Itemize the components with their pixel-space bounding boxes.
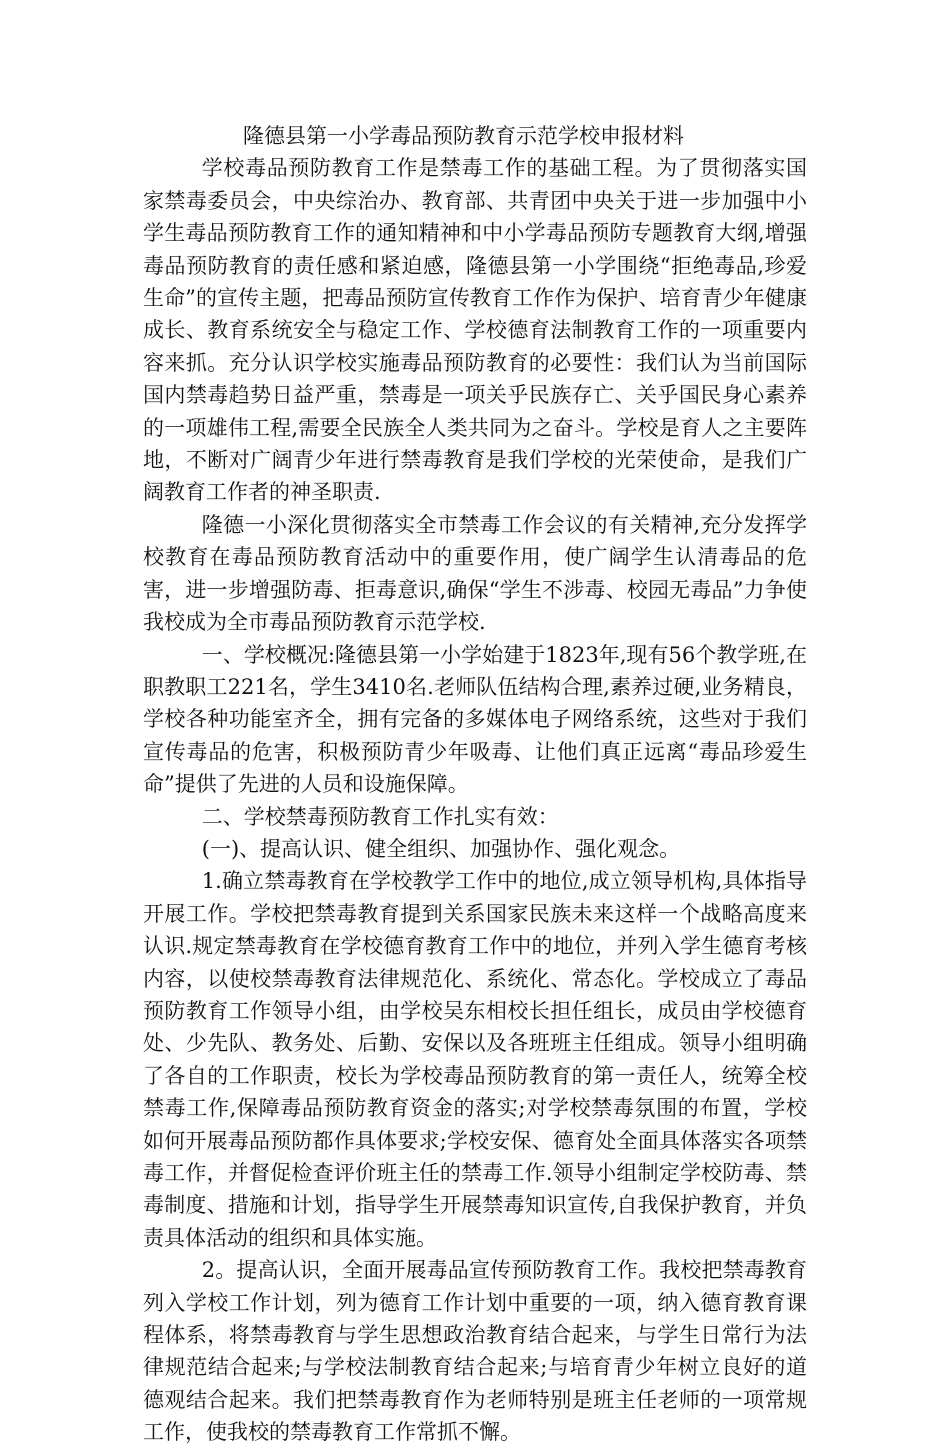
paragraph-implementation: 隆德一小深化贯彻落实全市禁毒工作会议的有关精神,充分发挥学校教育在毒品预防教育活动中的重要作用，使广阔学生认清毒品的危害，进一步增强防毒、拒毒意识,确保“学生不涉毒、校园无毒品”力争使我校成为全市毒品预防教育示范学校. [143, 512, 807, 635]
paragraph-item-2: 2。提高认识，全面开展毒品宣传预防教育工作。我校把禁毒教育列入学校工作计划，列为德育工作计划中重要的一项，纳入德育教育课程体系，将禁毒教育与学生思想政治教育结合起来，与学生日常行为法律规范结合起来;与学校法制教育结合起来;与培育青少年树立良好的道德观结合起来。我们把禁毒教育作为老师特别是班主任老师的一项常规工作，使我校的禁毒教育工作常抓不懈。 [143, 1258, 807, 1445]
paragraph-intro: 学校毒品预防教育工作是禁毒工作的基础工程。为了贯彻落实国家禁毒委员会，中央综治办、教育部、共青团中央关于进一步加强中小学生毒品预防教育工作的通知精神和中小学毒品预防专题教育大纲,增强毒品预防教育的责任感和紧迫感，隆德县第一小学围绕“拒绝毒品,珍爱生命”的宣传主题，把毒品预防宣传教育工作作为保护、培育青少年健康成长、教育系统安全与稳定工作、学校德育法制教育工作的一项重要内容来抓。充分认识学校实施毒品预防教育的必要性：我们认为当前国际国内禁毒趋势日益严重，禁毒是一项关乎民族存亡、关乎国民身心素养的一项雄伟工程,需要全民族全人类共同为之奋斗。学校是育人之主要阵地，不断对广阔青少年进行禁毒教育是我们学校的光荣使命，是我们广阔教育工作者的神圣职责. [143, 156, 807, 505]
paragraph-item-1: 1.确立禁毒教育在学校教学工作中的地位,成立领导机构,具体指导开展工作。学校把禁毒教育提到关系国家民族未来这样一个战略高度来认识.规定禁毒教育在学校德育教育工作中的地位，并列入学生德育考核内容，以使校禁毒教育法律规范化、系统化、常态化。学校成立了毒品预防教育工作领导小组，由学校吴东相校长担任组长，成员由学校德育处、少先队、教务处、后勤、安保以及各班班主任组成。领导小组明确了各自的工作职责，校长为学校毒品预防教育的第一责任人，统筹全校禁毒工作,保障毒品预防教育资金的落实;对学校禁毒氛围的布置，学校如何开展毒品预防都作具体要求;学校安保、德育处全面具体落实各项禁毒工作，并督促检查评价班主任的禁毒工作.领导小组制定学校防毒、禁毒制度、措施和计划，指导学生开展禁毒知识宣传,自我保护教育，并负责具体活动的组织和具体实施。 [143, 869, 807, 1250]
subsection-heading-1: (一)、提高认识、健全组织、加强协作、强化观念。 [201, 836, 681, 861]
paragraph-school-overview: 一、学校概况:隆德县第一小学始建于1823年,现有56个教学班,在职教职工221名，学生3410名.老师队伍结构合理,素养过硬,业务精良，学校各种功能室齐全，拥有完备的多媒体电子网络系统，这些对于我们宣传毒品的危害，积极预防青少年吸毒、让他们真正远离“毒品珍爱生命”提供了先进的人员和设施保障。 [143, 642, 807, 797]
document-title: 隆德县第一小学毒品预防教育示范学校申报材料 [243, 124, 684, 148]
document-body [143, 120, 807, 1449]
section-heading-2: 二、学校禁毒预防教育工作扎实有效： [201, 804, 559, 829]
